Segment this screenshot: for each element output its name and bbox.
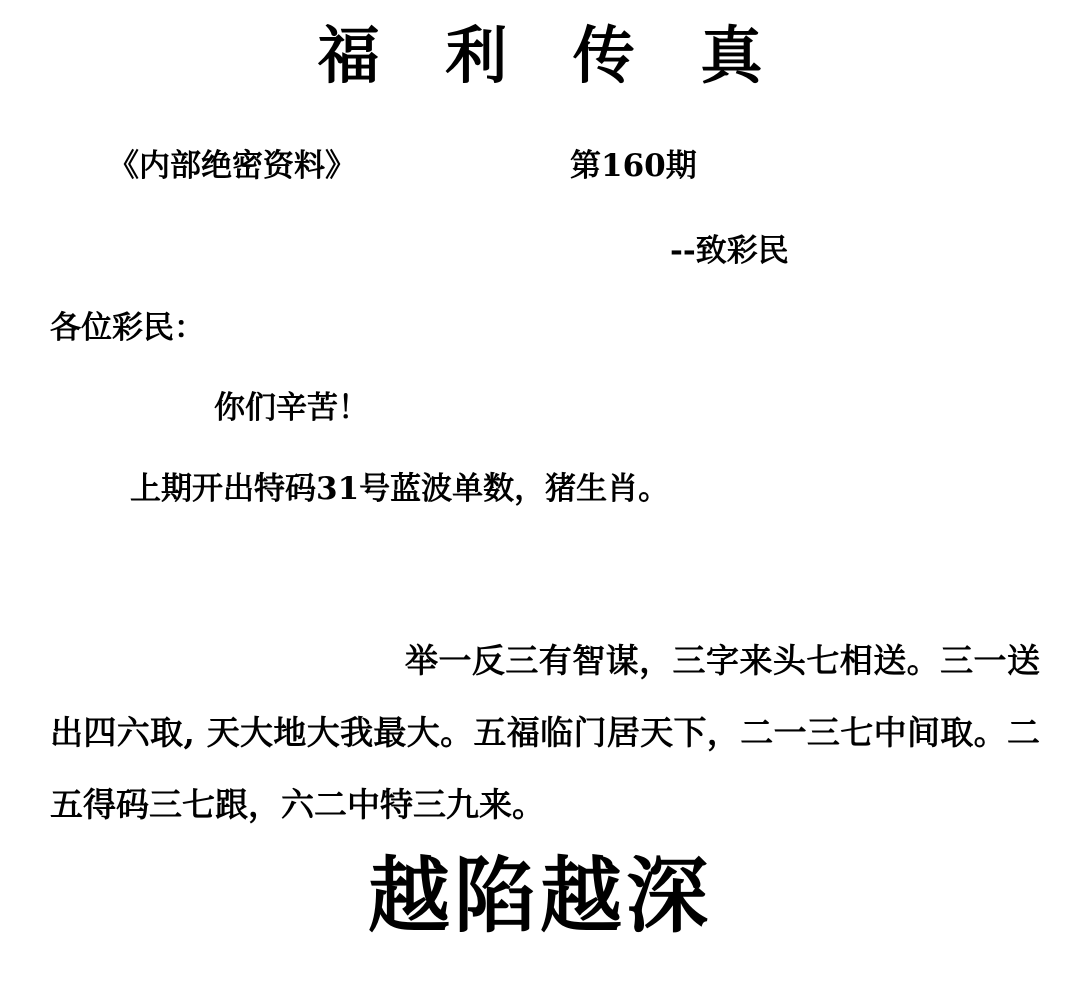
verse-text: 举一反三有智谋，三字来头七相送。三一送出四六取, 天大地大我最大。五福临门居天下，二一三七中间取。二五得码三七跟，六二中特三九来。	[50, 641, 1040, 824]
confidential-label: 《内部绝密资料》	[108, 148, 356, 184]
page-title: 福 利 传 真	[317, 19, 785, 92]
salutation-text: 各位彩民：	[50, 310, 205, 346]
addressee-label: --致彩民	[670, 233, 789, 269]
issue-number-label: 第160期	[570, 148, 697, 184]
subheader	[0, 140, 1080, 188]
previous-result-text: 上期开出特码31号蓝波单数，猪生肖。	[130, 471, 670, 507]
greeting-text: 你们辛苦！	[214, 390, 369, 426]
slogan-text: 越陷越深	[367, 849, 712, 944]
